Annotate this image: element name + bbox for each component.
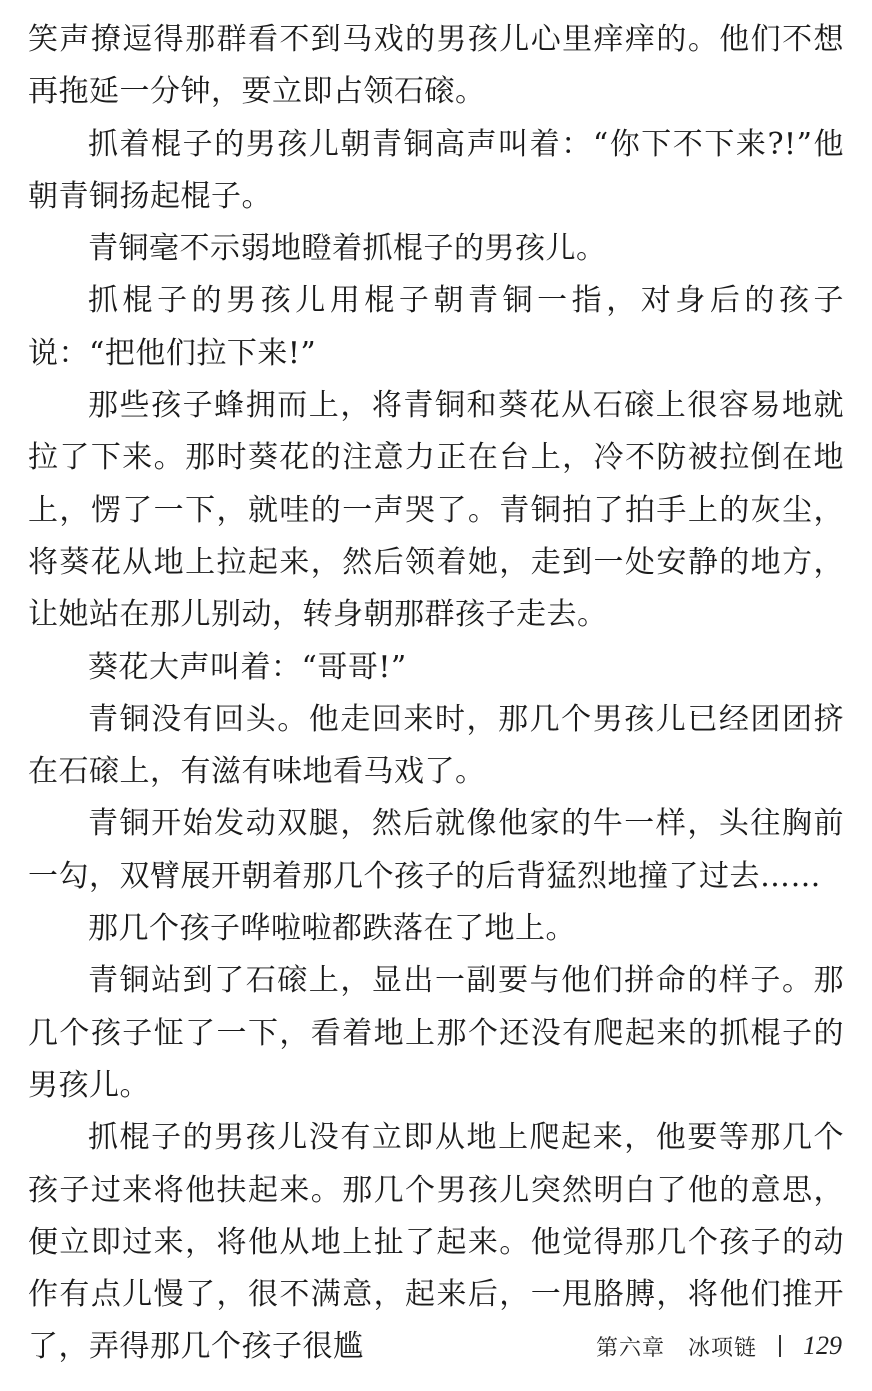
chapter-title: 第六章 冰项链 (595, 1335, 757, 1361)
paragraph: 那几个孩子哗啦啦都跌落在了地上。 (88, 911, 576, 947)
page-number: 129 (803, 1331, 842, 1360)
paragraph: 笑声撩逗得那群看不到马戏的男孩儿心里痒痒的。他们不想再拖延一分钟，要立即占领石磙。 (28, 22, 844, 110)
paragraph: 抓棍子的男孩儿没有立即从地上爬起来，他要等那几个孩子过来将他扶起来。那几个男孩儿突然明白了他的意思，便立即过来，将他从地上扯了起来。他觉得那几个孩子的动作有点儿慢了，很不满意，起来后，一甩胳膊，将他们推开了，弄得那几个孩子很尴 (28, 1120, 844, 1365)
paragraph: 青铜开始发动双腿，然后就像他家的牛一样，头往胸前一勾，双臂展开朝着那几个孩子的后背猛烈地撞了过去…… (28, 806, 844, 894)
paragraph: 青铜站到了石磙上，显出一副要与他们拼命的样子。那几个孩子怔了一下，看着地上那个还没有爬起来的抓棍子的男孩儿。 (28, 963, 844, 1103)
book-page (28, 0, 844, 1391)
page-footer (596, 1326, 842, 1366)
paragraph: 青铜没有回头。他走回来时，那几个男孩儿已经团团挤在石磙上，有滋有味地看马戏了。 (28, 701, 844, 790)
paragraph: 抓棍子的男孩儿用棍子朝青铜一指，对身后的孩子说：“把他们拉下来!” (28, 283, 844, 371)
paragraph: 葵花大声叫着：“哥哥!” (88, 649, 407, 685)
body-text (28, 14, 844, 1374)
paragraph: 那些孩子蜂拥而上，将青铜和葵花从石磙上很容易地就拉了下来。那时葵花的注意力正在台上，冷不防被拉倒在地上，愣了一下，就哇的一声哭了。青铜拍了拍手上的灰尘，将葵花从地上拉起来，然后领着她，走到一处安静的地方，让她站在那儿别动，转身朝那群孩子走去。 (28, 388, 844, 633)
paragraph: 抓着棍子的男孩儿朝青铜高声叫着：“你下不下来?!”他朝青铜扬起棍子。 (28, 126, 844, 214)
paragraph: 青铜毫不示弱地瞪着抓棍子的男孩儿。 (88, 231, 607, 267)
footer-divider (779, 1335, 781, 1357)
